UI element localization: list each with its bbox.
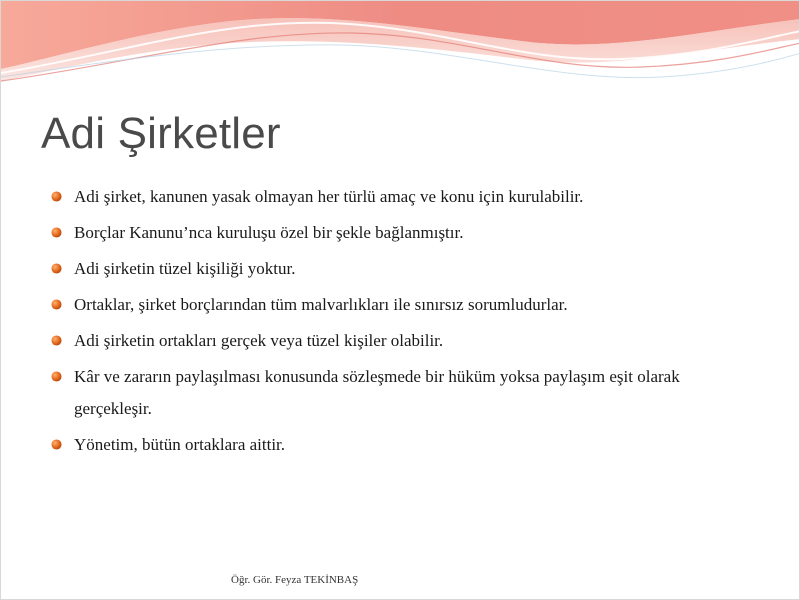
bullet-text: Adi şirketin ortakları gerçek veya tüzel kişiler olabilir. bbox=[74, 331, 444, 350]
bullet-text: Adi şirket, kanunen yasak olmayan her türlü amaç ve konu için kurulabilir. bbox=[74, 187, 584, 206]
orange-sphere-bullet-icon bbox=[51, 299, 62, 310]
bullet-item bbox=[51, 289, 751, 321]
orange-sphere-bullet-icon bbox=[51, 439, 62, 450]
orange-sphere-bullet-icon bbox=[51, 371, 62, 382]
orange-sphere-bullet-icon bbox=[51, 263, 62, 274]
orange-sphere-bullet-icon bbox=[51, 191, 62, 202]
slide-title: Adi Şirketler bbox=[41, 109, 281, 158]
bullet-item bbox=[51, 253, 751, 285]
decorative-wave-banner bbox=[1, 1, 800, 101]
bullet-text: Ortaklar, şirket borçlarından tüm malvarlıkları ile sınırsız sorumludurlar. bbox=[74, 295, 568, 314]
bullet-text: Kâr ve zararın paylaşılması konusunda sözleşmede bir hüküm yoksa paylaşım eşit olarak gerçekleşir. bbox=[74, 367, 680, 418]
bullet-item bbox=[51, 325, 751, 357]
orange-sphere-bullet-icon bbox=[51, 335, 62, 346]
orange-sphere-bullet-icon bbox=[51, 227, 62, 238]
bullet-text: Borçlar Kanunu’nca kuruluşu özel bir şekle bağlanmıştır. bbox=[74, 223, 464, 242]
bullet-item bbox=[51, 361, 751, 425]
bullet-text: Adi şirketin tüzel kişiliği yoktur. bbox=[74, 259, 296, 278]
bullet-item bbox=[51, 429, 751, 461]
bullet-text: Yönetim, bütün ortaklara aittir. bbox=[74, 435, 286, 454]
bullet-list bbox=[51, 181, 751, 465]
bullet-item bbox=[51, 217, 751, 249]
bullet-item bbox=[51, 181, 751, 213]
footer-author: Öğr. Gör. Feyza TEKİNBAŞ bbox=[231, 574, 359, 586]
